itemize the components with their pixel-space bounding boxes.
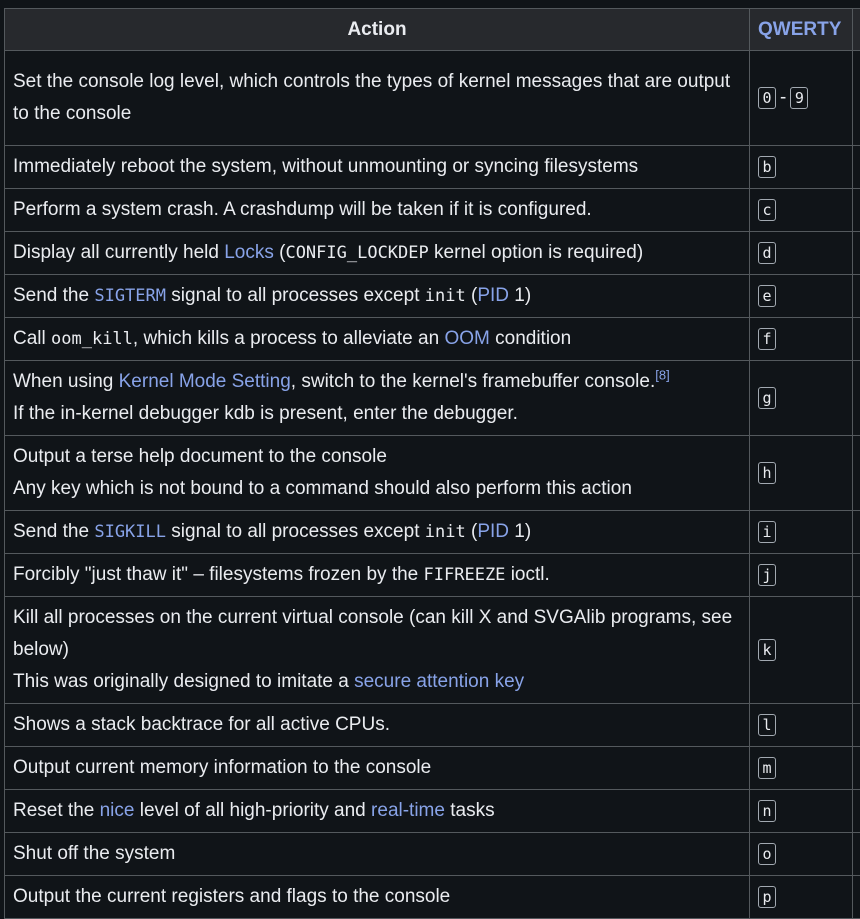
- table-row: [5, 275, 860, 318]
- key-c: c: [758, 199, 776, 221]
- key-cell: [750, 876, 853, 919]
- action-text: 1): [509, 285, 531, 306]
- action-text: condition: [490, 328, 571, 349]
- extra-cell: [853, 361, 860, 436]
- key-cell: [750, 51, 853, 146]
- key-h: h: [758, 462, 776, 484]
- key-cell: [750, 511, 853, 554]
- sigkill-link[interactable]: [94, 521, 166, 542]
- action-text: Send the: [13, 285, 94, 306]
- pid-link[interactable]: PID: [477, 521, 509, 542]
- key-b: b: [758, 156, 776, 178]
- key-cell: [750, 436, 853, 511]
- locks-link[interactable]: Locks: [224, 242, 274, 263]
- action-text: Set the console log level, which controls the types of kernel messages that are output to the console: [13, 71, 730, 124]
- action-cell: [5, 597, 750, 704]
- action-text: Output a terse help document to the console: [13, 441, 741, 473]
- key-cell: [750, 597, 853, 704]
- table-row: [5, 833, 860, 876]
- action-text: Display all currently held: [13, 242, 224, 263]
- action-cell: [5, 436, 750, 511]
- secure-attention-key-link[interactable]: secure attention key: [354, 671, 524, 692]
- sigterm-link[interactable]: [94, 285, 166, 306]
- extra-cell: [853, 511, 860, 554]
- action-cell: [5, 554, 750, 597]
- action-cell: [5, 704, 750, 747]
- action-text: (: [466, 521, 478, 542]
- nice-link[interactable]: nice: [100, 800, 135, 821]
- extra-column-header: [853, 9, 860, 51]
- key-cell: [750, 554, 853, 597]
- action-cell: [5, 511, 750, 554]
- table-row: [5, 189, 860, 232]
- sysrq-table-wrapper: [4, 8, 860, 919]
- action-text: This was originally designed to imitate a: [13, 671, 354, 692]
- key-o: o: [758, 843, 776, 865]
- action-cell: [5, 876, 750, 919]
- key-d: d: [758, 242, 776, 264]
- action-text: Immediately reboot the system, without unmounting or syncing filesystems: [13, 156, 638, 177]
- extra-cell: [853, 189, 860, 232]
- table-row: [5, 436, 860, 511]
- extra-cell: [853, 597, 860, 704]
- table-row: [5, 146, 860, 189]
- oom-link[interactable]: OOM: [444, 328, 489, 349]
- action-text: Shows a stack backtrace for all active CPUs.: [13, 714, 390, 735]
- action-text: When using: [13, 371, 119, 392]
- extra-cell: [853, 318, 860, 361]
- action-text: ioctl.: [505, 564, 549, 585]
- header-row: [5, 9, 860, 51]
- action-cell: [5, 189, 750, 232]
- action-cell: [5, 275, 750, 318]
- sigkill-code: SIGKILL: [94, 522, 166, 542]
- table-row: [5, 361, 860, 436]
- extra-cell: [853, 747, 860, 790]
- key-j: j: [758, 564, 776, 586]
- action-text: Output current memory information to the console: [13, 757, 431, 778]
- key-l: l: [758, 714, 776, 736]
- action-cell: [5, 833, 750, 876]
- extra-cell: [853, 790, 860, 833]
- key-cell: [750, 833, 853, 876]
- action-text: Shut off the system: [13, 843, 175, 864]
- action-text: Perform a system crash. A crashdump will be taken if it is configured.: [13, 199, 592, 220]
- table-row: [5, 511, 860, 554]
- action-text: tasks: [445, 800, 495, 821]
- key-n: n: [758, 800, 776, 822]
- action-text: Send the: [13, 521, 94, 542]
- sigterm-code: SIGTERM: [94, 286, 166, 306]
- key-cell: [750, 318, 853, 361]
- action-text: Reset the: [13, 800, 100, 821]
- key-cell: [750, 704, 853, 747]
- action-cell: [5, 51, 750, 146]
- table-row: [5, 876, 860, 919]
- extra-cell: [853, 146, 860, 189]
- key-p: p: [758, 886, 776, 908]
- table-row: [5, 318, 860, 361]
- key-i: i: [758, 521, 776, 543]
- extra-cell: [853, 275, 860, 318]
- key-cell: [750, 790, 853, 833]
- action-text: , which kills a process to alleviate an: [133, 328, 445, 349]
- sysrq-commands-table: [4, 8, 860, 919]
- action-text: Kill all processes on the current virtual console (can kill X and SVGAlib programs, see below): [13, 602, 741, 666]
- action-text: signal to all processes except: [166, 285, 425, 306]
- action-cell: [5, 318, 750, 361]
- action-text: 1): [509, 521, 531, 542]
- qwerty-column-header[interactable]: QWERTY: [750, 9, 853, 51]
- key-cell: [750, 146, 853, 189]
- action-text: (: [466, 285, 478, 306]
- table-row: [5, 597, 860, 704]
- action-text: signal to all processes except: [166, 521, 425, 542]
- extra-cell: [853, 51, 860, 146]
- extra-cell: [853, 704, 860, 747]
- extra-cell: [853, 232, 860, 275]
- extra-cell: [853, 436, 860, 511]
- config-lockdep-code: CONFIG_LOCKDEP: [285, 243, 428, 263]
- table-row: [5, 790, 860, 833]
- real-time-link[interactable]: real-time: [371, 800, 445, 821]
- action-cell: [5, 361, 750, 436]
- action-text: (: [274, 242, 286, 263]
- action-text: Any key which is not bound to a command should also perform this action: [13, 473, 741, 505]
- reference-8-link[interactable]: [8]: [655, 368, 669, 383]
- key-9: 9: [790, 87, 808, 109]
- extra-cell: [853, 554, 860, 597]
- oom-kill-code: oom_kill: [51, 329, 133, 349]
- table-row: [5, 704, 860, 747]
- action-text: level of all high-priority and: [134, 800, 371, 821]
- key-0: 0: [758, 87, 776, 109]
- action-cell: [5, 747, 750, 790]
- key-cell: [750, 275, 853, 318]
- key-range-separator: -: [776, 87, 790, 108]
- table-row: [5, 554, 860, 597]
- pid-link[interactable]: PID: [477, 285, 509, 306]
- key-f: f: [758, 328, 776, 350]
- action-text: , switch to the kernel's framebuffer console.: [291, 371, 655, 392]
- action-text: kernel option is required): [429, 242, 643, 263]
- key-cell: [750, 361, 853, 436]
- action-column-header[interactable]: Action: [5, 9, 750, 51]
- key-cell: [750, 189, 853, 232]
- init-code: init: [425, 286, 466, 306]
- action-cell: [5, 146, 750, 189]
- action-text: Forcibly "just thaw it" – filesystems frozen by the: [13, 564, 424, 585]
- action-text: Output the current registers and flags to the console: [13, 886, 450, 907]
- action-text: If the in-kernel debugger kdb is present, enter the debugger.: [13, 398, 741, 430]
- table-row: [5, 747, 860, 790]
- extra-cell: [853, 833, 860, 876]
- key-k: k: [758, 639, 776, 661]
- action-cell: [5, 232, 750, 275]
- key-m: m: [758, 757, 776, 779]
- table-row: [5, 51, 860, 146]
- action-cell: [5, 790, 750, 833]
- extra-cell: [853, 876, 860, 919]
- key-e: e: [758, 285, 776, 307]
- init-code: init: [425, 522, 466, 542]
- action-text: Call: [13, 328, 51, 349]
- key-g: g: [758, 387, 776, 409]
- fifreeze-code: FIFREEZE: [424, 565, 506, 585]
- key-cell: [750, 747, 853, 790]
- table-row: [5, 232, 860, 275]
- key-cell: [750, 232, 853, 275]
- kernel-mode-setting-link[interactable]: Kernel Mode Setting: [119, 371, 291, 392]
